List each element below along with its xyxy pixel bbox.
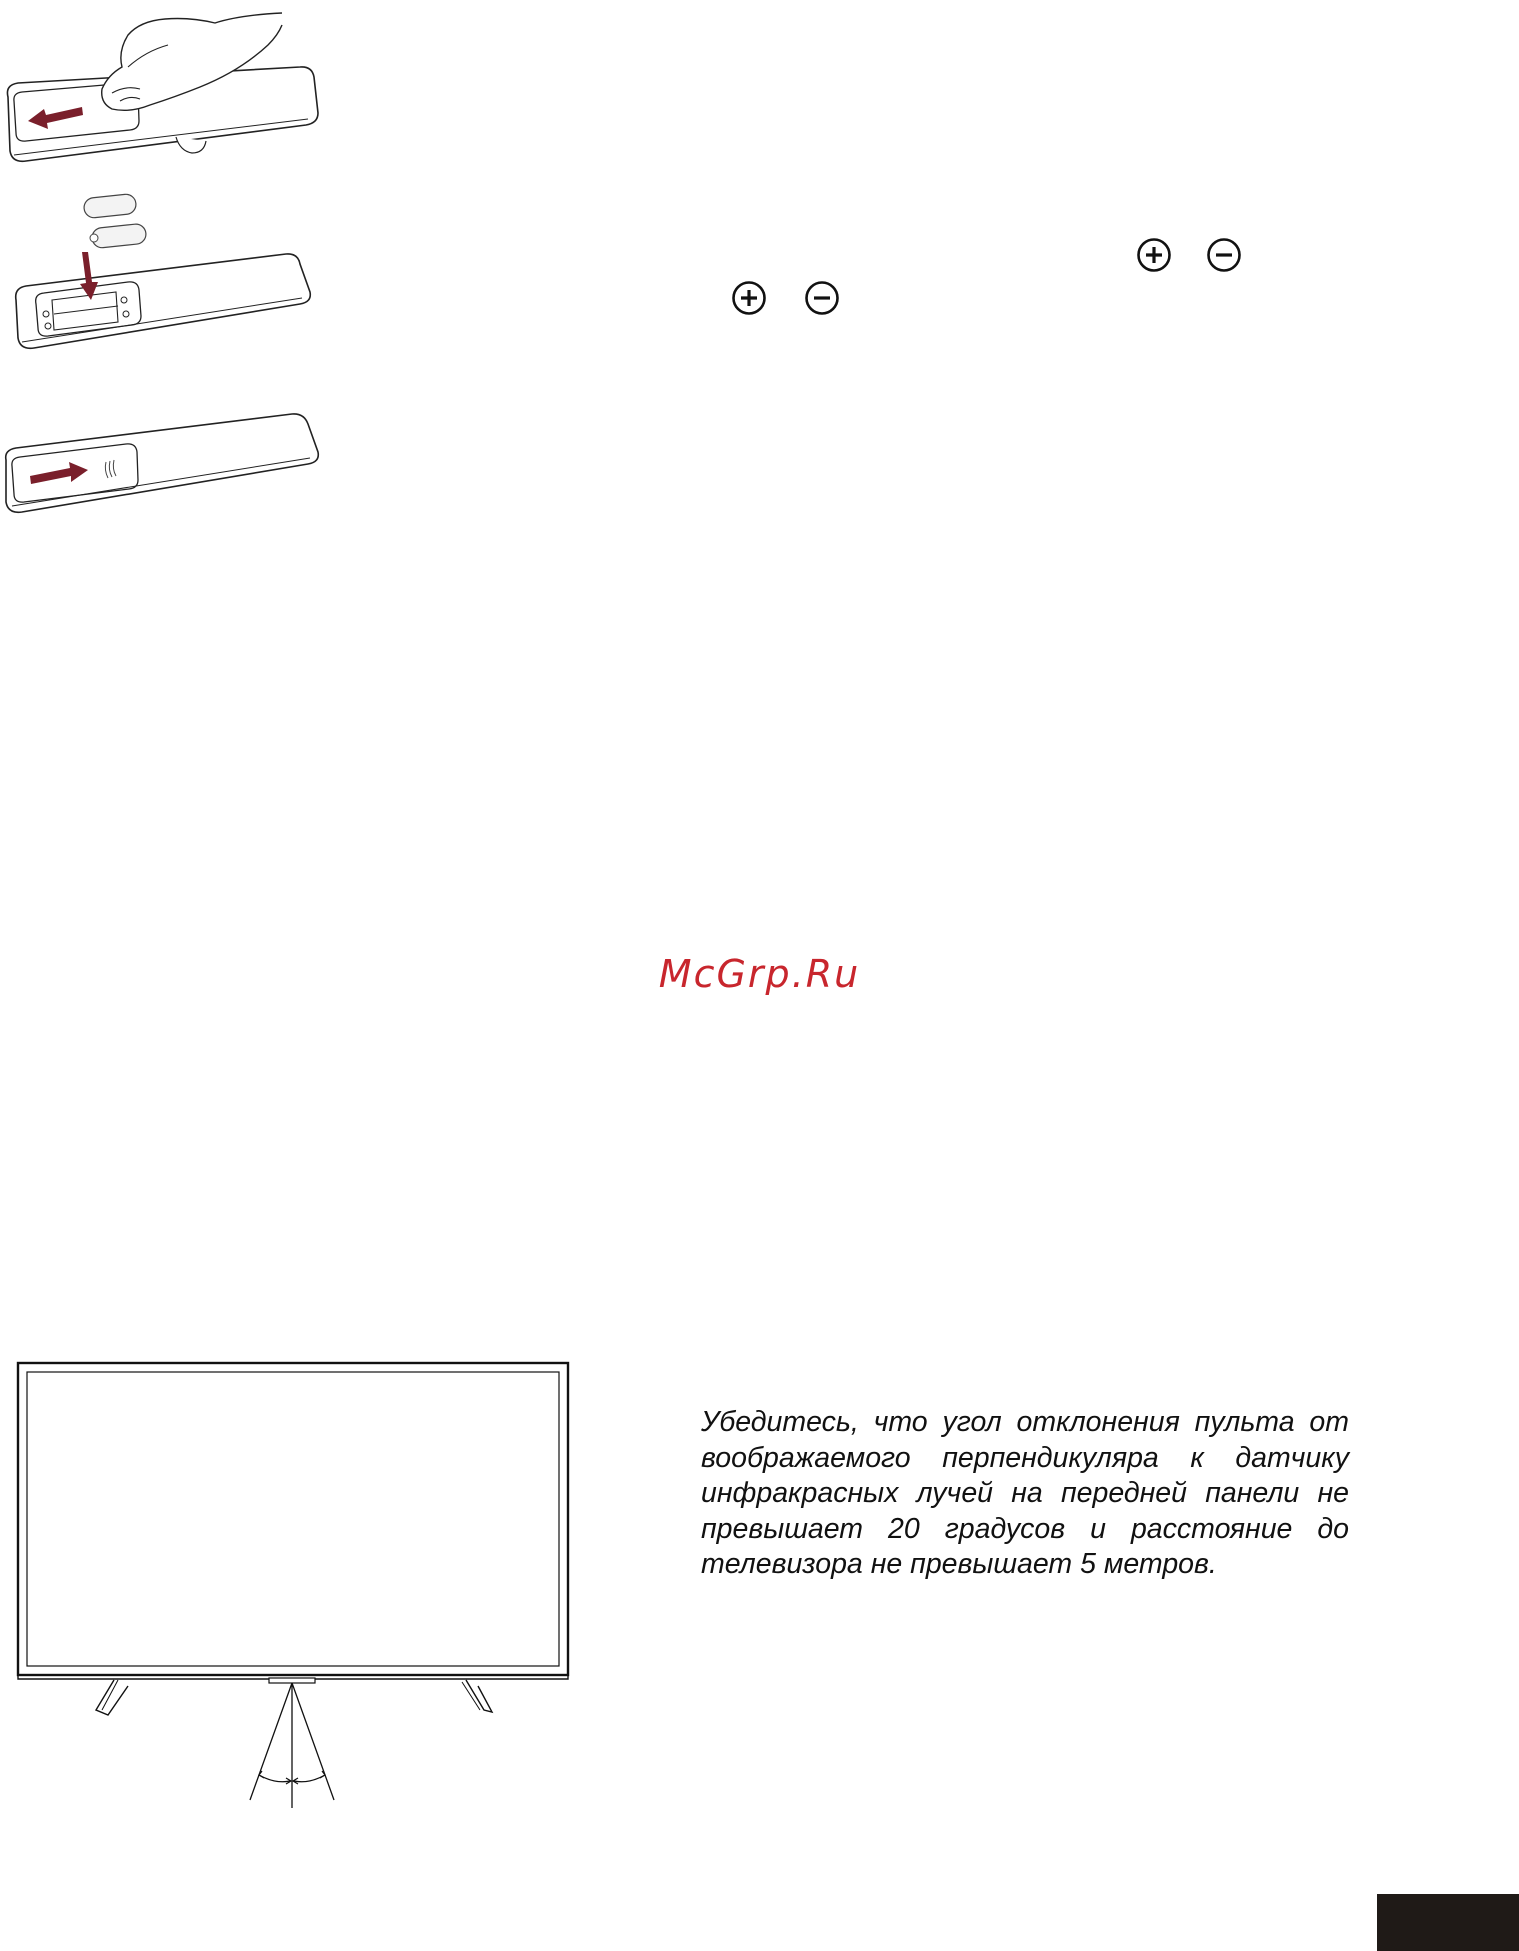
tv-ir-angle-diagram xyxy=(16,1360,572,1810)
minus-circle-icon xyxy=(804,280,840,316)
plus-circle-icon xyxy=(731,280,767,316)
page-corner-tab xyxy=(1377,1894,1519,1951)
remote-open-cover-illustration xyxy=(0,5,330,170)
watermark: McGrp.Ru xyxy=(658,952,861,996)
remote-close-cover-illustration xyxy=(0,410,330,525)
remote-insert-batteries-illustration xyxy=(0,190,330,360)
ir-sensor xyxy=(269,1678,315,1683)
minus-circle-icon xyxy=(1206,237,1242,273)
battery-icon xyxy=(90,223,147,249)
battery-icon xyxy=(83,193,137,218)
plus-circle-icon xyxy=(1136,237,1172,273)
remote-angle-note: Убедитесь, что угол отклонения пульта от воображаемого перпендикуляра к датчику инфракрасных лучей на передней панели не превышает 20 градусов и расстояние до телевизора не превышает 5 метров. xyxy=(701,1406,1349,1580)
